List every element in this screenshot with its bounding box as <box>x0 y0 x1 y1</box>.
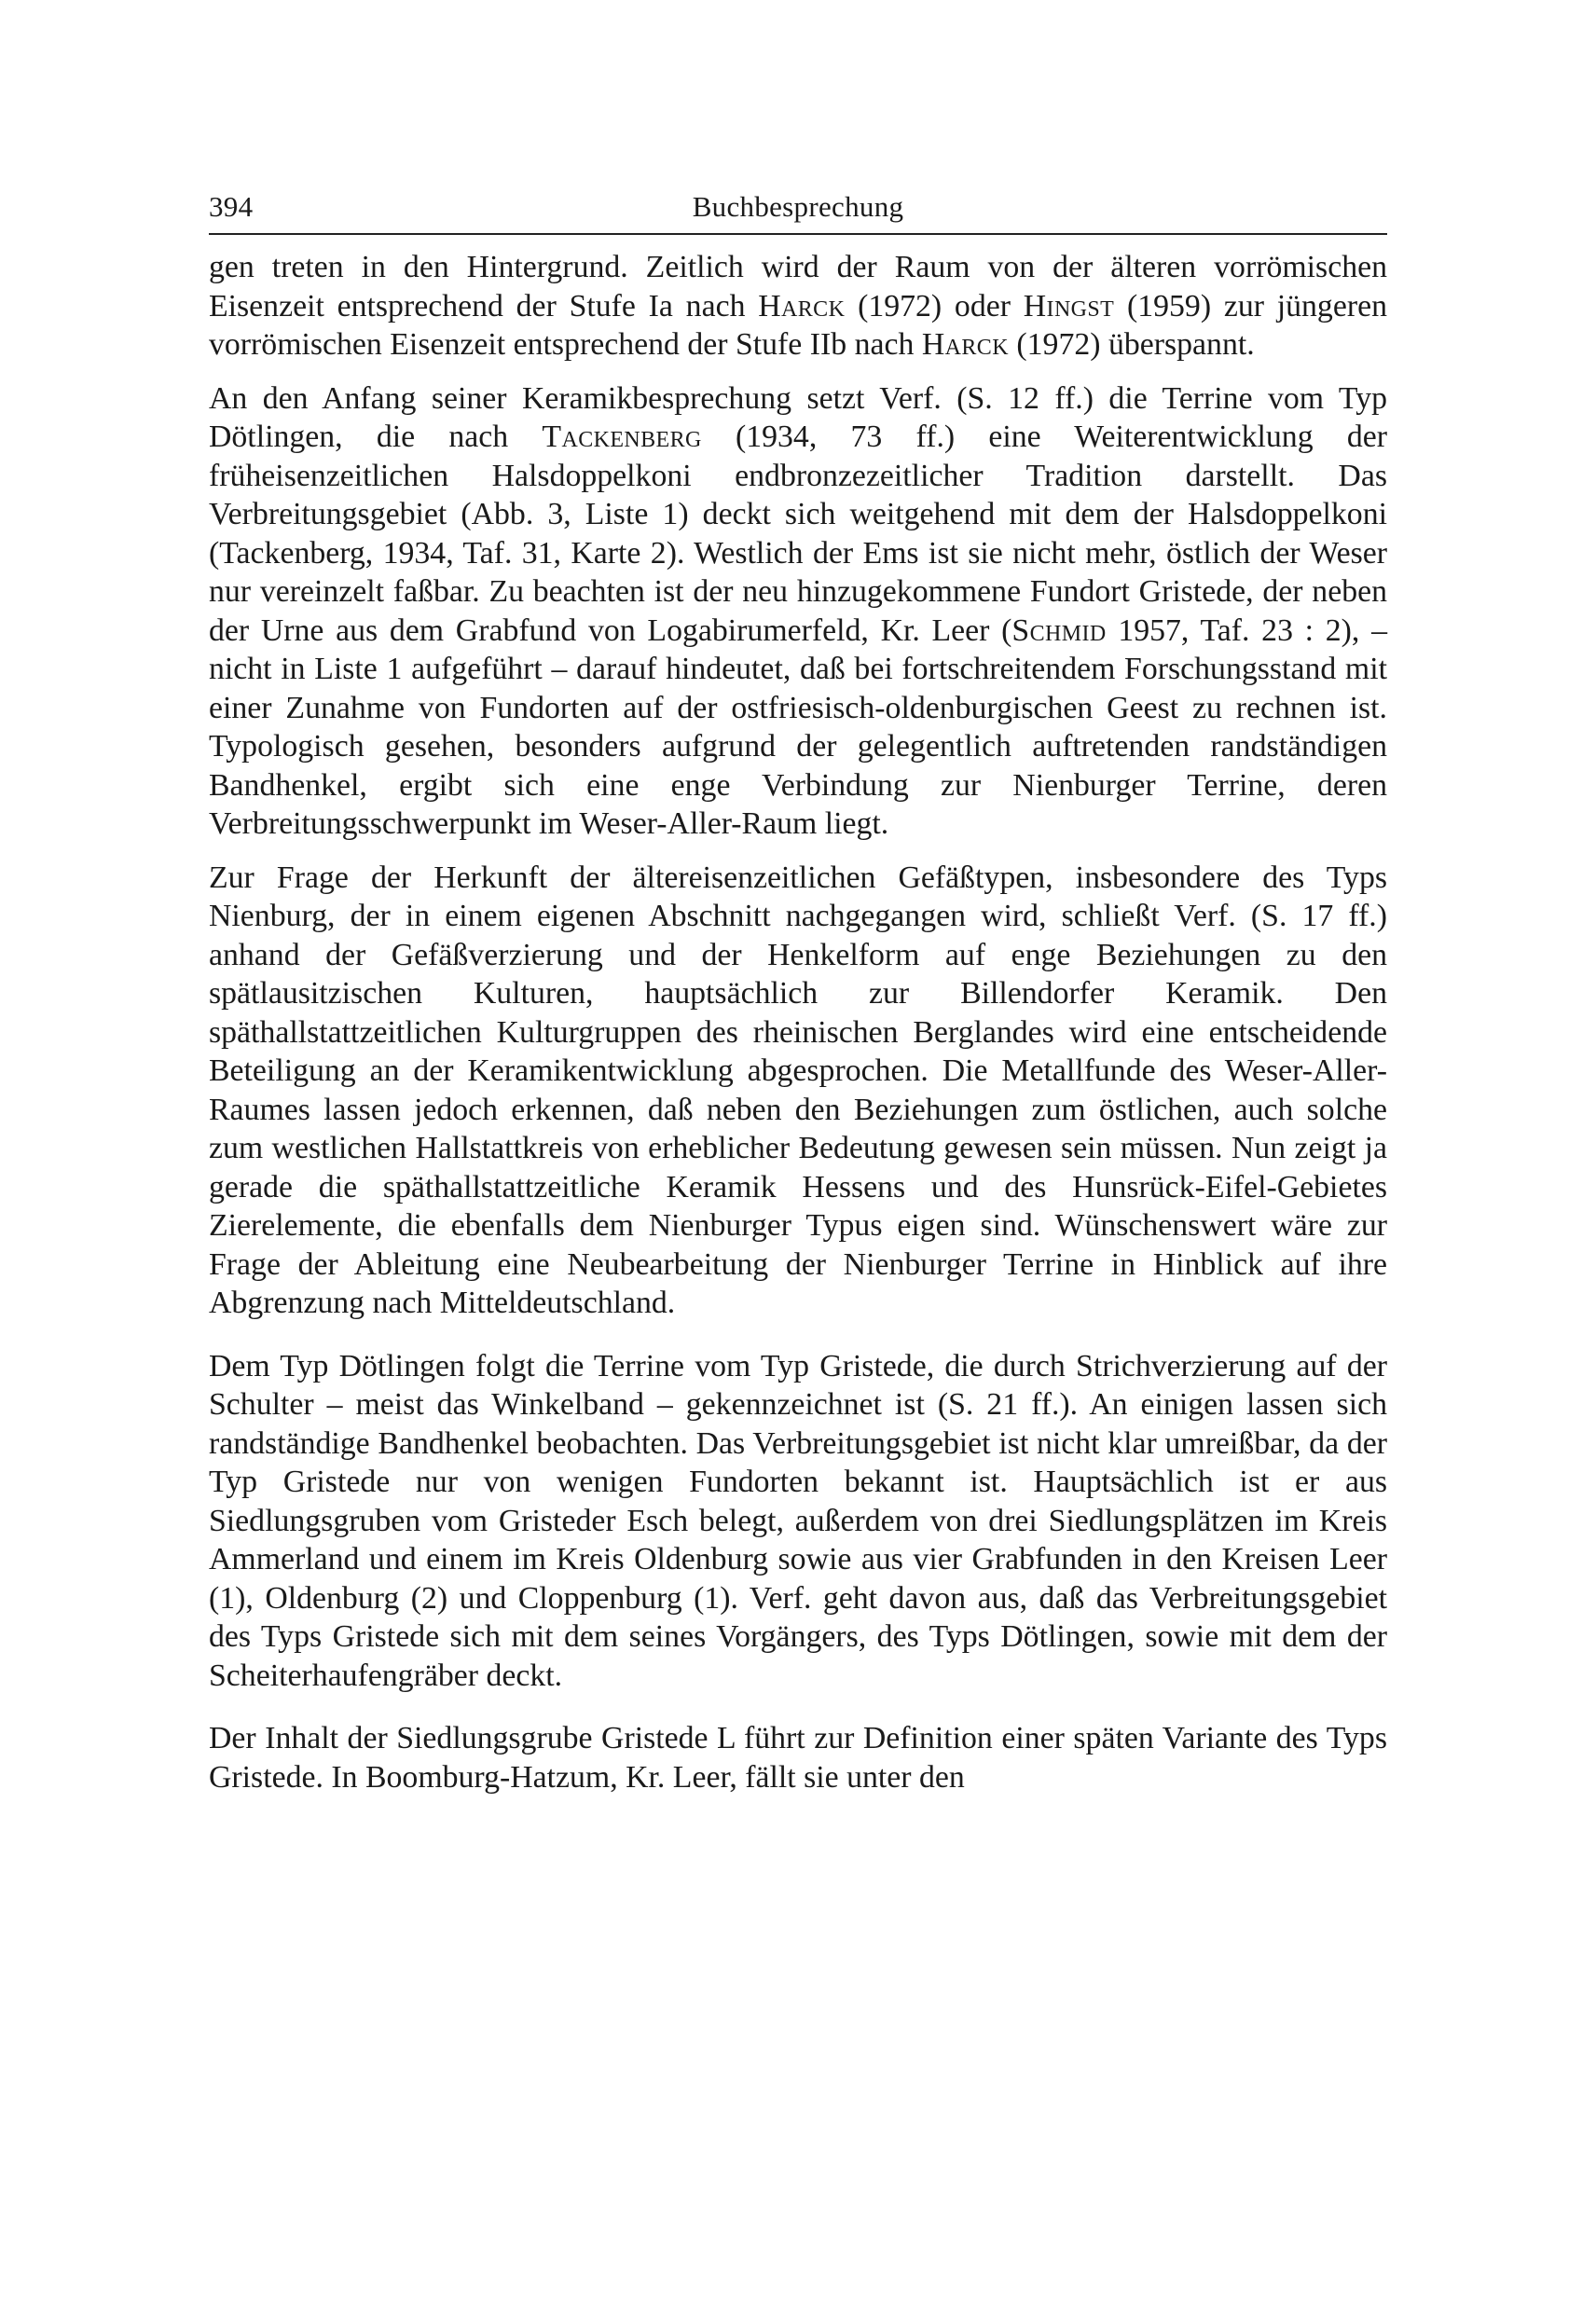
text-run: (1934, 73 ff.) eine Weiterentwicklung der früheisenzeitlichen Halsdoppelkoni endbronzezeitlicher Tradition darstellt. Das Verbreitungsgebiet (Abb. 3, Liste 1) deckt sich weitgehend mit dem der Halsdoppelkoni (Tackenberg, 1934, Taf. 31, Karte 2). Westlich der Ems ist sie nicht mehr, östlich der Weser nur vereinzelt faßbar. Zu beachten ist der neu hinzugekommene Fundort Gristede, der neben der Urne aus dem Grabfund von Logabirumerfeld, Kr. Leer ( <box>209 420 1387 648</box>
page-number: 394 <box>209 190 254 223</box>
paragraph <box>209 1719 1387 1796</box>
author-name: Harck <box>921 327 1009 362</box>
paragraph <box>209 1347 1387 1696</box>
text-run: Zur Frage der Herkunft der ältereisenzeitlichen Gefäßtypen, insbesondere des Typs Nienburg, der in einem eigenen Abschnitt nachgegangen wird, schließt Verf. (S. 17 ff.) anhand der Gefäßverzierung und der Henkelform auf enge Beziehungen zu den spätlausitzischen Kulturen, hauptsächlich zur Billendorfer Keramik. Den späthallstattzeitlichen Kulturgruppen des rheinischen Berglandes wird eine entscheidende Beteiligung an der Keramikentwicklung abgesprochen. Die Metallfunde des Weser-Aller-Raumes lassen jedoch erkennen, daß neben den Beziehungen zum östlichen, auch solche zum westlichen Hallstattkreis von erheblicher Bedeutung gewesen sein müssen. Nun zeigt ja gerade die späthallstattzeitliche Keramik Hessens und des Hunsrück-Eifel-Gebietes Zierelemente, die ebenfalls dem Nienburger Typus eigen sind. Wünschenswert wäre zur Frage der Ableitung eine Neubearbeitung der Nienburger Terrine in Hinblick auf ihre Abgrenzung nach Mitteldeutschland. <box>209 860 1387 1320</box>
author-name: Tackenberg <box>542 420 702 454</box>
header-rule <box>209 233 1387 235</box>
author-name: Schmid <box>1011 612 1107 648</box>
paragraph <box>209 859 1387 1323</box>
text-run: (1972) überspannt. <box>1008 327 1255 362</box>
text-run: Der Inhalt der Siedlungsgrube Gristede L führt zur Definition einer späten Variante des Typs Gristede. In Boomburg-Hatzum, Kr. Leer, fällt sie unter den <box>209 1721 1387 1795</box>
text-run: An den Anfang seiner Keramikbesprechung setzt Verf. (S. 12 ff.) die Terrine vom Typ Dötlingen, die nach <box>209 380 1387 454</box>
text-run: gen treten in den Hintergrund. Zeitlich wird der Raum von der älteren vorrömischen Eisenzeit entsprechend der Stufe Ia nach <box>209 250 1387 323</box>
running-header <box>209 183 1387 231</box>
text-run: 1957, Taf. 23 : 2), – nicht in Liste 1 aufgeführt – darauf hindeutet, daß bei fortschreitendem Forschungsstand mit einer Zunahme von Fundorten auf der ostfriesisch-oldenburgischen Geest zu rechnen ist. Typologisch gesehen, besonders aufgrund der gelegentlich auftretenden randständigen Bandhenkel, ergibt sich eine enge Verbindung zur Nienburger Terrine, deren Verbreitungsschwerpunkt im Weser-Aller-Raum liegt. <box>209 612 1387 841</box>
paragraph <box>209 379 1387 844</box>
author-name: Hingst <box>1023 288 1115 323</box>
text-run: (1959) zur jüngeren vorrömischen Eisenzeit entsprechend der Stufe IIb nach <box>209 288 1387 362</box>
author-name: Harck <box>758 288 846 323</box>
book-page <box>209 183 1387 1796</box>
paragraph <box>209 248 1387 365</box>
text-run: Dem Typ Dötlingen folgt die Terrine vom Typ Gristede, die durch Strichverzierung auf der Schulter – meist das Winkelband – gekennzeichnet ist (S. 21 ff.). An einigen lassen sich randständige Bandhenkel beobachten. Das Verbreitungsgebiet ist nicht klar umreißbar, da der Typ Gristede nur von wenigen Fundorten bekannt ist. Hauptsächlich ist er aus Siedlungsgruben vom Gristeder Esch belegt, außerdem von drei Siedlungsplätzen im Kreis Ammerland und einem im Kreis Oldenburg sowie aus vier Grabfunden in den Kreisen Leer (1), Oldenburg (2) und Cloppenburg (1). Verf. geht davon aus, daß das Verbreitungsgebiet des Typs Gristede sich mit dem seines Vorgängers, des Typs Dötlingen, sowie mit dem der Scheiterhaufengräber deckt. <box>209 1348 1387 1693</box>
text-run: (1972) oder <box>845 288 1024 323</box>
running-title: Buchbesprechung <box>692 190 904 223</box>
